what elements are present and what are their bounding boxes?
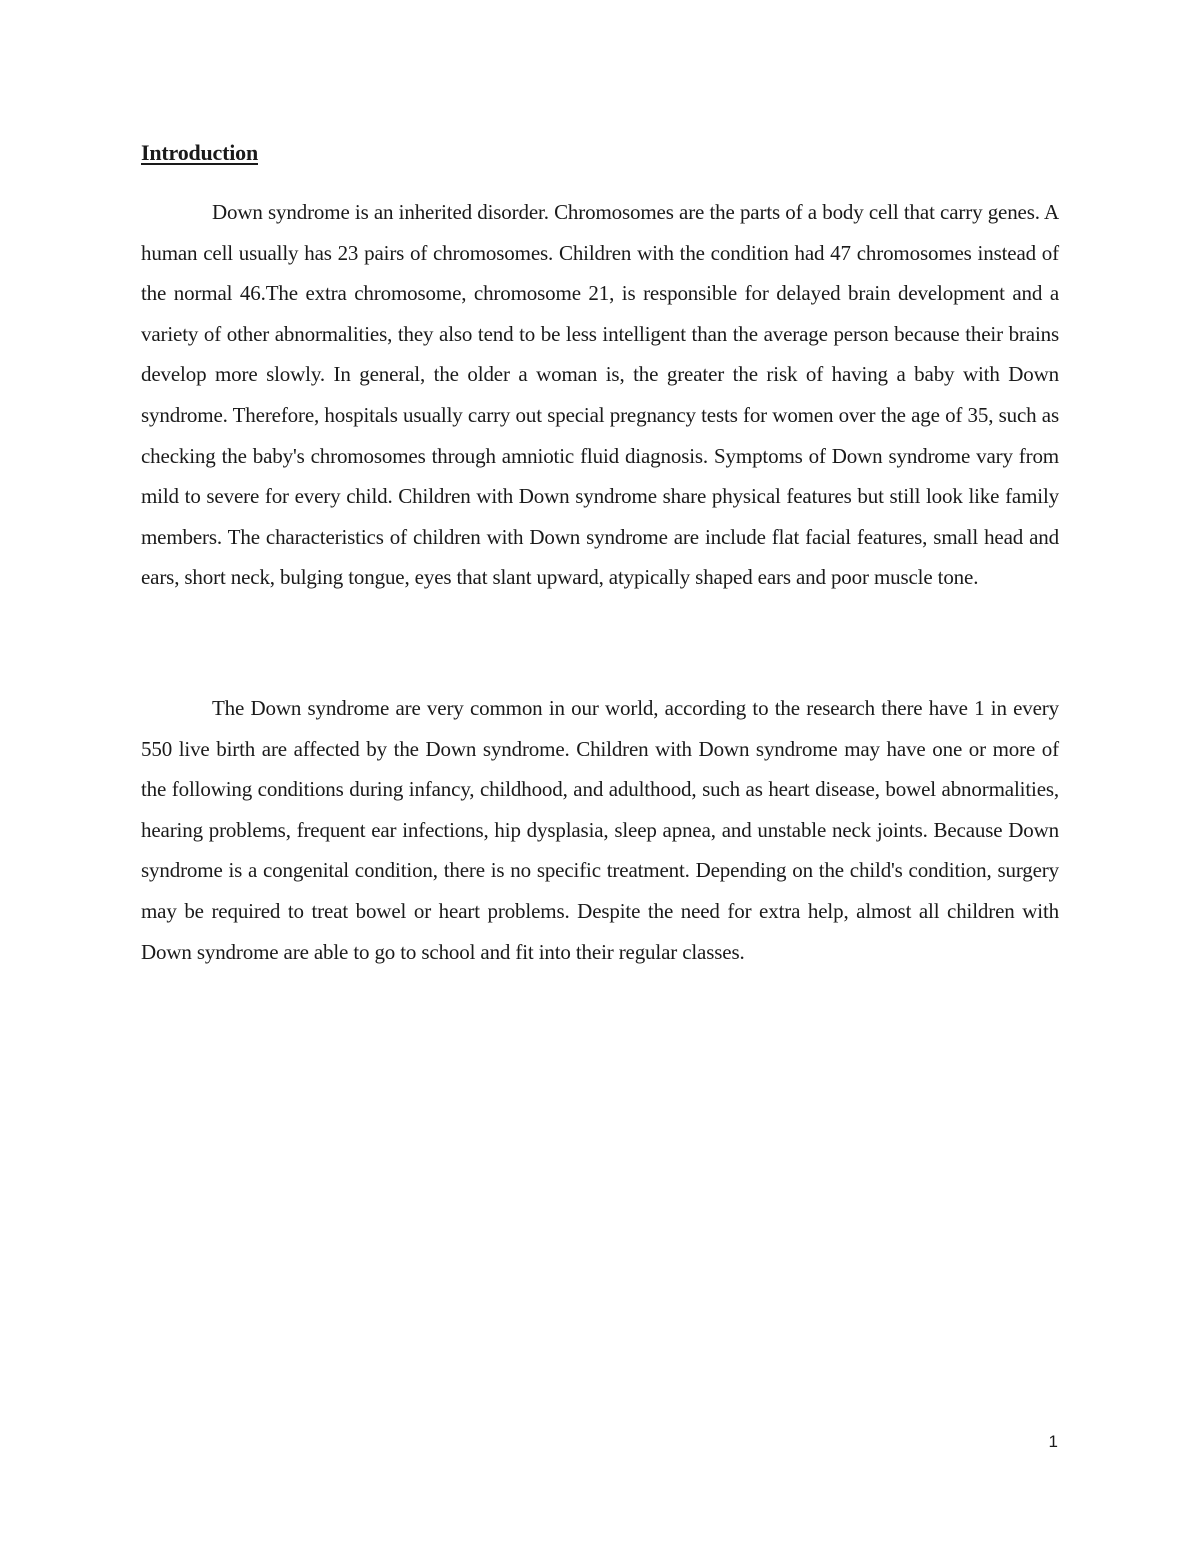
page-number: 1 xyxy=(1048,1432,1058,1451)
section-heading: Introduction xyxy=(141,140,258,165)
paragraph-1: Down syndrome is an inherited disorder. Chromosomes are the parts of a body cell that carry genes. A human cell usually has 23 pairs of chromosomes. Children with the condition had 47 chromosomes instead of the normal 46.The extra chromosome, chromosome 21, is responsible for delayed brain development and a variety of other abnormalities, they also tend to be less intelligent than the average person because their brains develop more slowly. In general, the older a woman is, the greater the risk of having a baby with Down syndrome. Therefore, hospitals usually carry out special pregnancy tests for women over the age of 35, such as checking the baby's chromosomes through amniotic fluid diagnosis. Symptoms of Down syndrome vary from mild to severe for every child. Children with Down syndrome share physical features but still look like family members. The characteristics of children with Down syndrome are include flat facial features, small head and ears, short neck, bulging tongue, eyes that slant upward, atypically shaped ears and poor muscle tone. xyxy=(141,200,1059,590)
paragraph-2: The Down syndrome are very common in our world, according to the research there have 1 in every 550 live birth are affected by the Down syndrome. Children with Down syndrome may have one or more of the following conditions during infancy, childhood, and adulthood, such as heart disease, bowel abnormalities, hearing problems, frequent ear infections, hip dysplasia, sleep apnea, and unstable neck joints. Because Down syndrome is a congenital condition, there is no specific treatment. Depending on the child's condition, surgery may be required to treat bowel or heart problems. Despite the need for extra help, almost all children with Down syndrome are able to go to school and fit into their regular classes. xyxy=(141,696,1059,964)
